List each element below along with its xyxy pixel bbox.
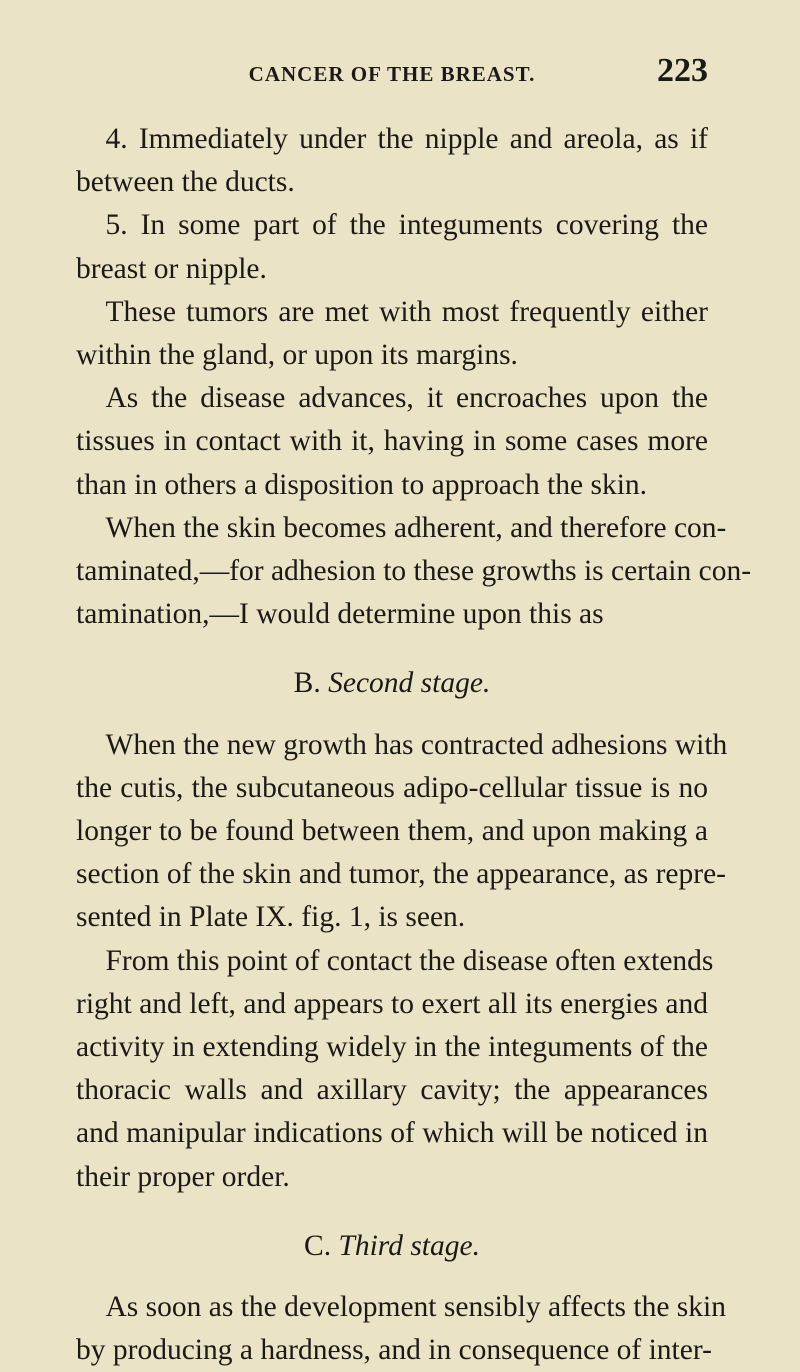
text-line: As the disease advances, it encroaches upon the <box>105 382 708 415</box>
section-heading-b <box>76 662 708 705</box>
text-line: sented in Plate IX. fig. 1, is seen. <box>76 901 466 934</box>
text-line: breast or nipple. <box>76 252 267 285</box>
text-line: section of the skin and tumor, the appearance, as repre- <box>76 858 727 891</box>
body-text <box>76 118 752 1372</box>
paragraph <box>76 724 728 940</box>
text-line: between the ducts. <box>76 166 295 199</box>
text-line: When the skin becomes adherent, and therefore con- <box>105 511 727 544</box>
section-second-stage <box>76 724 728 1199</box>
text-line: the cutis, the subcutaneous adipo-cellular tissue is no <box>76 771 708 804</box>
text-line: activity in extending widely in the integuments of the <box>76 1031 708 1064</box>
text-line: than in others a disposition to approach the skin. <box>76 468 648 501</box>
text-line: 4. Immediately under the nipple and areola, as if <box>105 123 708 155</box>
text-line: taminated,—for adhesion to these growths is certain con- <box>76 555 752 588</box>
text-line: From this point of contact the disease often extends <box>105 944 714 977</box>
text-line: As soon as the development sensibly affects the skin <box>105 1291 726 1324</box>
paragraph <box>76 291 708 377</box>
text-line: These tumors are met with most frequently either <box>105 295 708 328</box>
text-line: 5. In some part of the integuments covering the <box>105 209 708 242</box>
heading-label: B. <box>293 667 321 700</box>
page-number: 223 <box>657 52 708 89</box>
page-header <box>76 52 708 98</box>
heading-label: C. <box>304 1229 332 1262</box>
text-line: their proper order. <box>76 1160 290 1193</box>
section-third-stage <box>76 1286 726 1372</box>
text-line: tamination,—I would determine upon this as <box>76 598 604 631</box>
text-line: by producing a hardness, and in consequence of inter- <box>76 1334 712 1367</box>
text-line: thoracic walls and axillary cavity; the appearances <box>76 1074 708 1107</box>
text-line: tissues in contact with it, having in some cases more <box>76 425 708 458</box>
paragraph <box>76 507 752 637</box>
paragraph <box>76 1286 726 1372</box>
heading-title: Third stage. <box>338 1229 480 1262</box>
paragraph <box>76 118 708 204</box>
text-line: When the new growth has contracted adhesions with <box>105 728 728 761</box>
paragraph <box>76 204 708 290</box>
running-title: CANCER OF THE BREAST. <box>248 62 536 86</box>
text-line: right and left, and appears to exert all its energies and <box>76 987 708 1020</box>
heading-title: Second stage. <box>328 667 491 700</box>
text-line: within the gland, or upon its margins. <box>76 339 518 372</box>
paragraph <box>76 940 714 1199</box>
section-intro <box>76 118 752 636</box>
paragraph <box>76 377 708 507</box>
text-line: and manipular indications of which will be noticed in <box>76 1117 708 1150</box>
section-heading-c <box>76 1225 708 1268</box>
text-line: longer to be found between them, and upon making a <box>76 815 708 848</box>
